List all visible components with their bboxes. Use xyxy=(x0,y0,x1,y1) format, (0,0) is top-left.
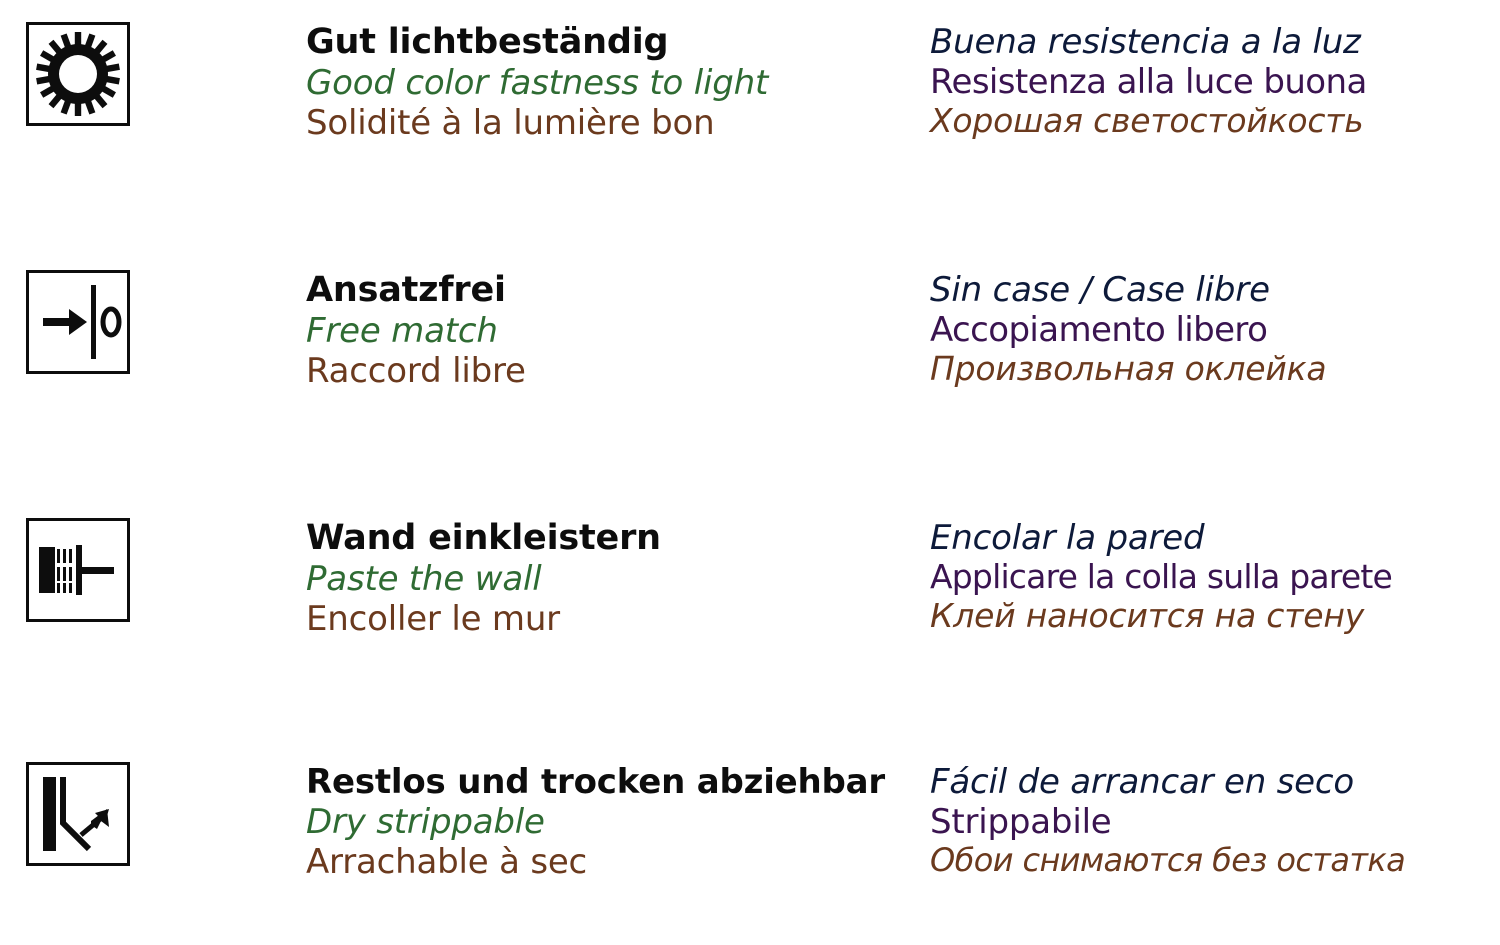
legend-text-left xyxy=(300,22,930,144)
legend-label-fr: Arrachable à sec xyxy=(306,842,588,883)
legend-label-es: Fácil de arrancar en seco xyxy=(930,762,1354,802)
legend-label-en: Good color fastness to light xyxy=(306,63,769,104)
legend-row xyxy=(0,518,1500,640)
legend-label-ru: Обои снимаются без остатка xyxy=(930,841,1406,880)
legend-label-en: Paste the wall xyxy=(306,559,542,600)
legend-label-ru: Произвольная оклейка xyxy=(930,349,1327,389)
legend-label-de: Gut lichtbeständig xyxy=(306,22,669,62)
legend-text-right xyxy=(930,22,1490,141)
legend-label-de: Ansatzfrei xyxy=(306,270,506,310)
legend-label-de: Restlos und trocken abziehbar xyxy=(306,762,885,802)
legend-row xyxy=(0,762,1500,882)
legend-label-it: Accopiamento libero xyxy=(930,310,1268,351)
icon-cell xyxy=(0,762,300,866)
legend-label-it: Resistenza alla luce buona xyxy=(930,62,1367,103)
legend-text-right xyxy=(930,270,1490,389)
legend-label-it: Applicare la colla sulla parete xyxy=(930,557,1392,597)
legend-text-left xyxy=(300,762,930,882)
legend-text-right xyxy=(930,518,1490,636)
legend-row xyxy=(0,22,1500,144)
legend-label-es: Encolar la pared xyxy=(930,518,1205,558)
legend-text-left xyxy=(300,270,930,392)
legend-label-de: Wand einkleistern xyxy=(306,518,661,558)
legend-label-it: Strippabile xyxy=(930,802,1112,843)
dry-strippable-peel-icon xyxy=(26,762,130,866)
legend-label-ru: Клей наносится на стену xyxy=(930,596,1365,636)
paste-the-wall-brush-icon xyxy=(26,518,130,622)
free-match-arrow-icon xyxy=(26,270,130,374)
legend-label-fr: Raccord libre xyxy=(306,351,526,392)
legend-label-en: Free match xyxy=(306,311,498,352)
legend-label-es: Buena resistencia a la luz xyxy=(930,22,1361,62)
icon-cell xyxy=(0,518,300,622)
legend-row xyxy=(0,270,1500,392)
icon-cell xyxy=(0,270,300,374)
legend-label-es: Sin case / Case libre xyxy=(930,270,1270,310)
icon-cell xyxy=(0,22,300,126)
legend-label-fr: Solidité à la lumière bon xyxy=(306,103,715,144)
legend-label-en: Dry strippable xyxy=(306,802,545,843)
legend-text-right xyxy=(930,762,1490,880)
legend-text-left xyxy=(300,518,930,640)
legend-label-fr: Encoller le mur xyxy=(306,599,560,640)
legend-label-ru: Хорошая светостойкость xyxy=(930,101,1364,141)
sun-gear-icon xyxy=(26,22,130,126)
